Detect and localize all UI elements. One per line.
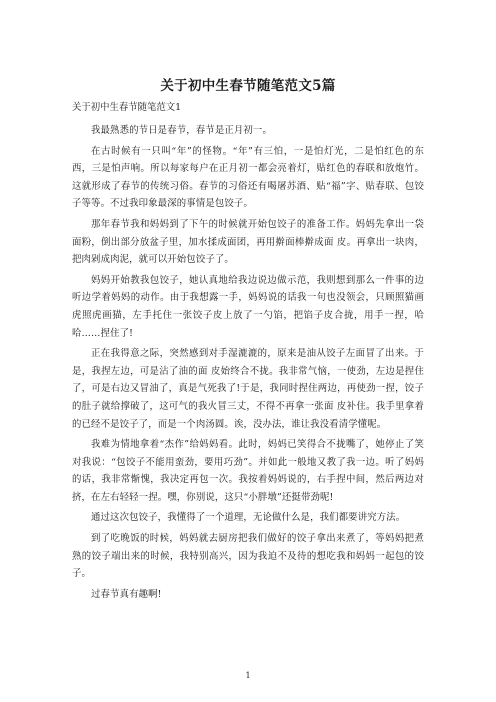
paragraph: 正在我得意之际，突然感到对手湿漉漉的，原来是油从饺子左面冒了出来。于是，我捏左边，可是沾了油的面 皮始终合不拢。我非常气恼，一使劲，左边是捏住了，可是右边又冒油了，真是气死我了!于是，我同时捏住两边，再使劲一捏，饺子的肚子就给撑破了，这可气的我火冒三丈，不得不再拿一张面 皮补住。我手里拿着的已经不是饺子了，而是一个肉汤圆。诶，没办法，谁让我没看清学懂呢。 [72,348,424,430]
paragraph: 在古时候有一只叫“年”的怪物。“年”有三怕，一是怕灯光，二是怕红色的东西，三是怕声响。所以每家每户在正月初一都会亮着灯，贴红色的春联和放炮竹。这就形成了春节的传统习俗。春节的习俗还有喝屠苏酒、贴“福”字、贴春联、包饺子等等。不过我印象最深的事情是包饺子。 [72,145,424,210]
document-title: 关于初中生春节随笔范文5篇 [160,78,336,94]
paragraph: 我难为情地拿着“杰作”给妈妈看。此时，妈妈已笑得合不拢嘴了，她停止了笑对我说：“包饺子不能用蛮劲，要用巧劲”。并如此一般地又教了我一边。听了妈妈的话，我非常惭愧，我决定再包一次。我按着妈妈说的，右手捏中间，然后两边对挤，在左右轻轻一捏。嘿，你别说，这只“小胖墩”还挺带劲呢! [72,439,424,503]
document-body [72,122,424,606]
paragraph: 到了吃晚饭的时候，妈妈就去厨房把我们做好的饺子拿出来煮了，等妈妈把煮熟的饺子端出来的时候，我特别高兴，因为我迫不及待的想吃我和妈妈一起包的饺子。 [72,533,424,580]
paragraph: 那年春节我和妈妈到了下午的时候就开始包饺子的准备工作。妈妈先拿出一袋面粉，倒出部分放盆子里，加水揉成面团，再用擀面棒擀成面 皮。再拿出一块肉，把肉剁成肉泥，就可以开始包饺子了。 [72,218,424,266]
paragraph: 我最熟悉的节日是春节，春节是正月初一。 [91,125,272,136]
document-subtitle: 关于初中生春节随笔范文1 [72,102,182,113]
paragraph: 过春节真有趣啊! [91,588,162,600]
paragraph: 妈妈开始教我包饺子，她认真地给我边说边做示范，我则想到那么一件事的边听边学着妈妈的动作。由于我想露一手，妈妈说的话我一句也没领会，只顾照猫画虎照虎画猫，左手托住一张饺子皮上放了一勺馅，把馅子皮合拢，用手一捏，哈哈……捏住了! [72,274,424,339]
paragraph: 通过这次包饺子，我懂得了一个道理，无论做什么是，我们都要讲究方法。 [91,512,406,524]
page-number: 1 [245,671,251,680]
